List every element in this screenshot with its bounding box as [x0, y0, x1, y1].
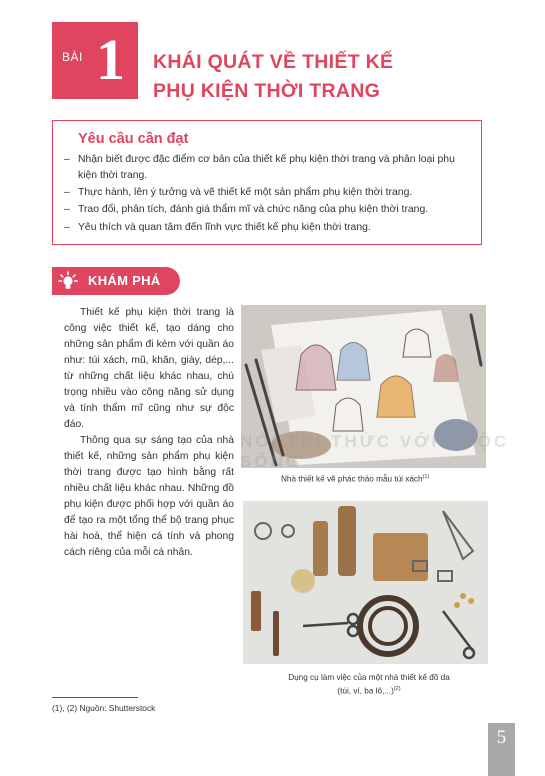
- list-item: – Thực hành, lên ý tưởng và vẽ thiết kế một sản phẩm phụ kiện thời trang.: [64, 187, 413, 199]
- lesson-number: 1: [96, 27, 125, 92]
- lesson-label: BÀI: [62, 50, 83, 64]
- footnote-divider: [52, 697, 138, 698]
- caption-2-ref: (2): [393, 685, 401, 692]
- caption-2: [281, 672, 457, 697]
- lesson-badge: [52, 22, 138, 99]
- lesson-title: [153, 48, 393, 106]
- paragraph-1: Thiết kế phụ kiện thời trang là công việc thiết kế, tạo dáng cho những sản phẩm đi kèm với quần áo như: túi xách, mũ, khăn, giày, dép,... từ những chất liệu khác nhau, chú trọng nhiều vào công năng sử dụng và tính thẩm mĩ cũng như sự độc đáo.: [64, 307, 234, 430]
- page-number-tab: [488, 723, 515, 776]
- requirements-heading: Yêu cầu cần đạt: [78, 131, 189, 147]
- title-line-1: KHÁI QUÁT VỀ THIẾT KẾ: [153, 51, 394, 73]
- paragraph-2: Thông qua sự sáng tạo của nhà thiết kế, những sản phẩm phụ kiện thời trang được tạo hình bằng rất nhiều chất liệu khác nhau. Những đồ phụ kiện được phối hợp với quần áo để tạo ra một tổng thể bộ trang phục hài hoà, thể hiện cá tính và phong cách riêng của mỗi cá nhân.: [64, 435, 234, 558]
- title-line-2: PHỤ KIỆN THỜI TRANG: [153, 80, 381, 102]
- requirement-text: Nhận biết được đặc điểm cơ bản của thiết kế phụ kiện thời trang và phân loại phụ kiện thời trang.: [78, 154, 455, 181]
- caption-1-ref: (1): [422, 474, 430, 480]
- leather-tools-photo: [243, 501, 488, 664]
- requirement-text: Trao đổi, phân tích, đánh giá thẩm mĩ và chức năng của phụ kiện thời trang.: [78, 204, 429, 216]
- watermark: NỐI TRI THỨC VỚI CUỘC SỐNG: [240, 432, 510, 471]
- list-item: – Yêu thích và quan tâm đến lĩnh vực thiết kế phụ kiện thời trang.: [64, 221, 371, 233]
- caption-2-text: Dụng cụ làm việc của một nhà thiết kế đồ da (túi, ví, ba lô,...): [288, 673, 450, 696]
- list-item: – Nhận biết được đặc điểm cơ bản của thiết kế phụ kiện thời trang và phân loại phụ kiện thời trang.: [64, 154, 455, 181]
- lightbulb-icon: [58, 271, 78, 291]
- requirement-text: Thực hành, lên ý tưởng và vẽ thiết kế một sản phẩm phụ kiện thời trang.: [78, 187, 413, 199]
- caption-1-text: Nhà thiết kế vẽ phác thảo mẫu túi xách: [281, 474, 423, 484]
- requirements-list: [64, 152, 476, 237]
- section-badge: [52, 267, 180, 295]
- requirement-text: Yêu thích và quan tâm đến lĩnh vực thiết kế phụ kiện thời trang.: [78, 221, 371, 233]
- page-number: 5: [496, 727, 507, 748]
- section-label: KHÁM PHÁ: [88, 273, 161, 288]
- footnote: (1), (2) Nguồn: Shutterstock: [52, 703, 156, 713]
- caption-1: [281, 474, 429, 484]
- list-item: – Trao đổi, phân tích, đánh giá thẩm mĩ và chức năng của phụ kiện thời trang.: [64, 204, 429, 216]
